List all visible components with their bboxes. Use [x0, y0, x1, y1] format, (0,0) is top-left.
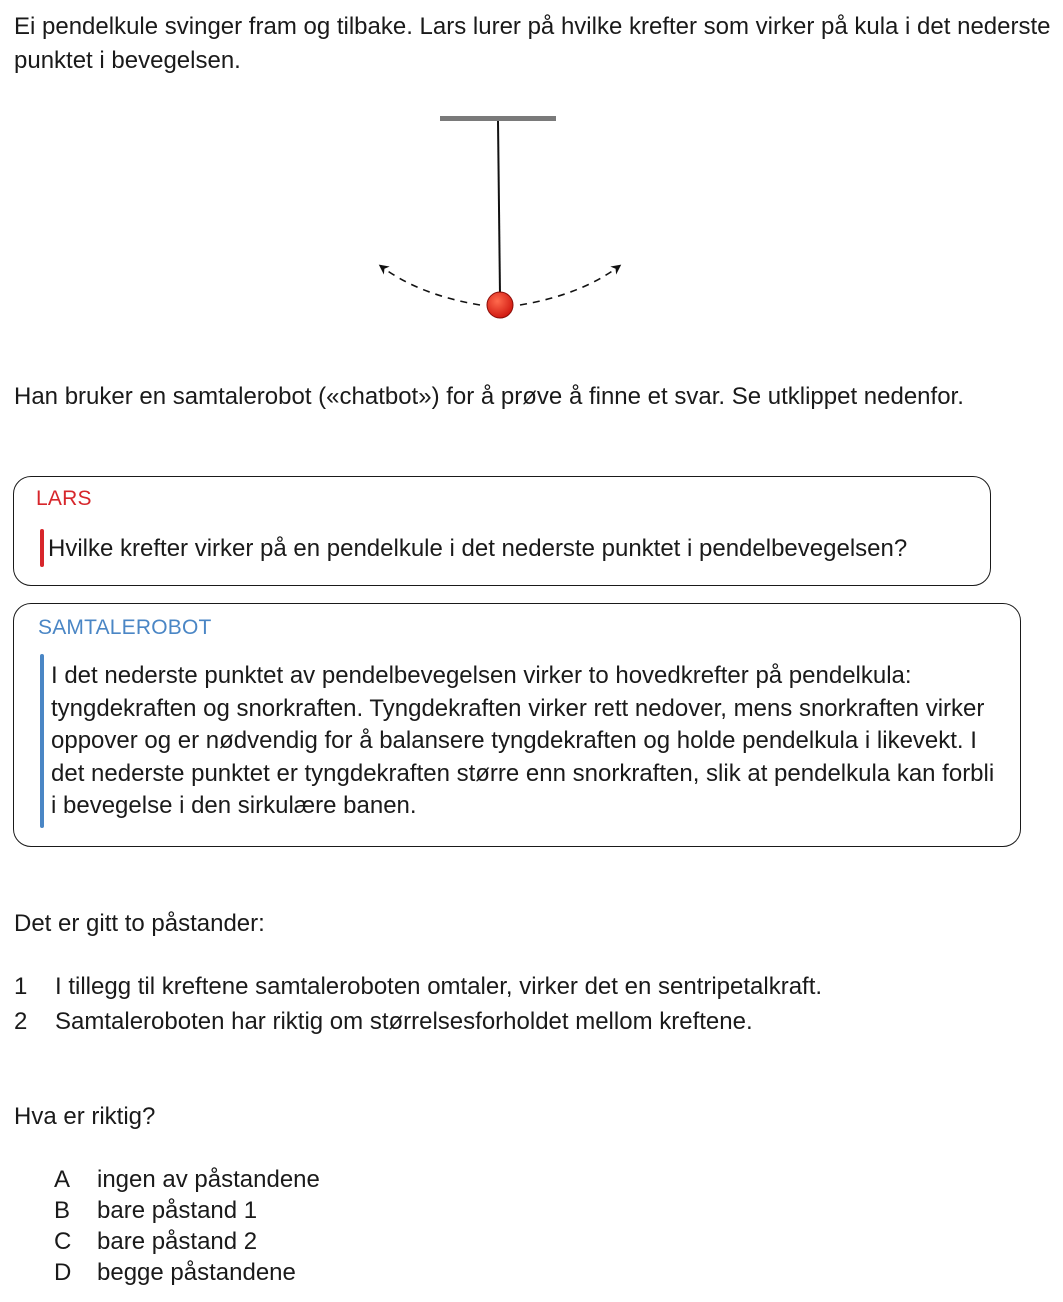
speaker-name-lars: LARS — [36, 487, 92, 510]
option-text: begge påstandene — [97, 1259, 296, 1286]
intro-text: Ei pendelkule svinger fram og tilbake. Lars lurer på hvilke krefter som virker på kula i det nederste punktet i bevegelsen. — [14, 13, 1051, 74]
option-letter: B — [54, 1197, 71, 1224]
option-text: ingen av påstandene — [97, 1166, 320, 1193]
question-text: Hva er riktig? — [14, 1103, 156, 1130]
option-a[interactable] — [54, 1164, 320, 1195]
option-text: bare påstand 1 — [97, 1197, 258, 1224]
option-c[interactable] — [54, 1226, 257, 1257]
speaker-name-bot: SAMTALEROBOT — [38, 616, 212, 639]
statements-intro: Det er gitt to påstander: — [14, 910, 265, 937]
statement-1 — [14, 970, 822, 1004]
swing-arrow-left-icon — [382, 267, 480, 305]
option-letter: D — [54, 1259, 72, 1286]
lars-accent-bar — [40, 529, 44, 567]
pendulum-bob — [487, 292, 513, 318]
statement-text: I tillegg til kreftene samtaleroboten omtaler, virker det en sentripetalkraft. — [55, 973, 823, 1000]
pendulum-figure — [360, 105, 640, 335]
statement-number: 2 — [14, 1008, 28, 1035]
chatbot-intro-text: Han bruker en samtalerobot («chatbot») for å prøve å finne et svar. Se utklippet nedenfor. — [14, 383, 964, 410]
bot-message-text: I det nederste punktet av pendelbevegelsen virker to hovedkrefter på pendelkula: tyngdekraften og snorkraften. Tyngdekraften virker rett nedover, mens snorkraften virker oppover og er nødvendig for å balansere tyngdekraften og holde pendelkula i likevekt. I det nederste punktet er tyngdekraften større enn snorkraften, slik at pendelkula kan forbli i bevegelse i den sirkulære banen. — [51, 662, 995, 819]
option-text: bare påstand 2 — [97, 1228, 258, 1255]
swing-arrow-right-icon — [520, 267, 618, 305]
chat-message-bot — [13, 603, 1021, 847]
pendulum-string — [498, 121, 500, 295]
statement-number: 1 — [14, 973, 28, 1000]
ceiling-bar — [440, 116, 556, 121]
option-letter: C — [54, 1228, 72, 1255]
bot-accent-bar — [40, 654, 44, 828]
chat-message-lars — [13, 476, 991, 586]
option-letter: A — [54, 1166, 71, 1193]
option-d[interactable] — [54, 1257, 296, 1288]
statement-2 — [14, 1005, 753, 1039]
lars-message-text: Hvilke krefter virker på en pendelkule i det nederste punktet i pendelbevegelsen? — [48, 535, 908, 562]
statement-text: Samtaleroboten har riktig om størrelsesforholdet mellom kreftene. — [55, 1008, 753, 1035]
option-b[interactable] — [54, 1195, 257, 1226]
